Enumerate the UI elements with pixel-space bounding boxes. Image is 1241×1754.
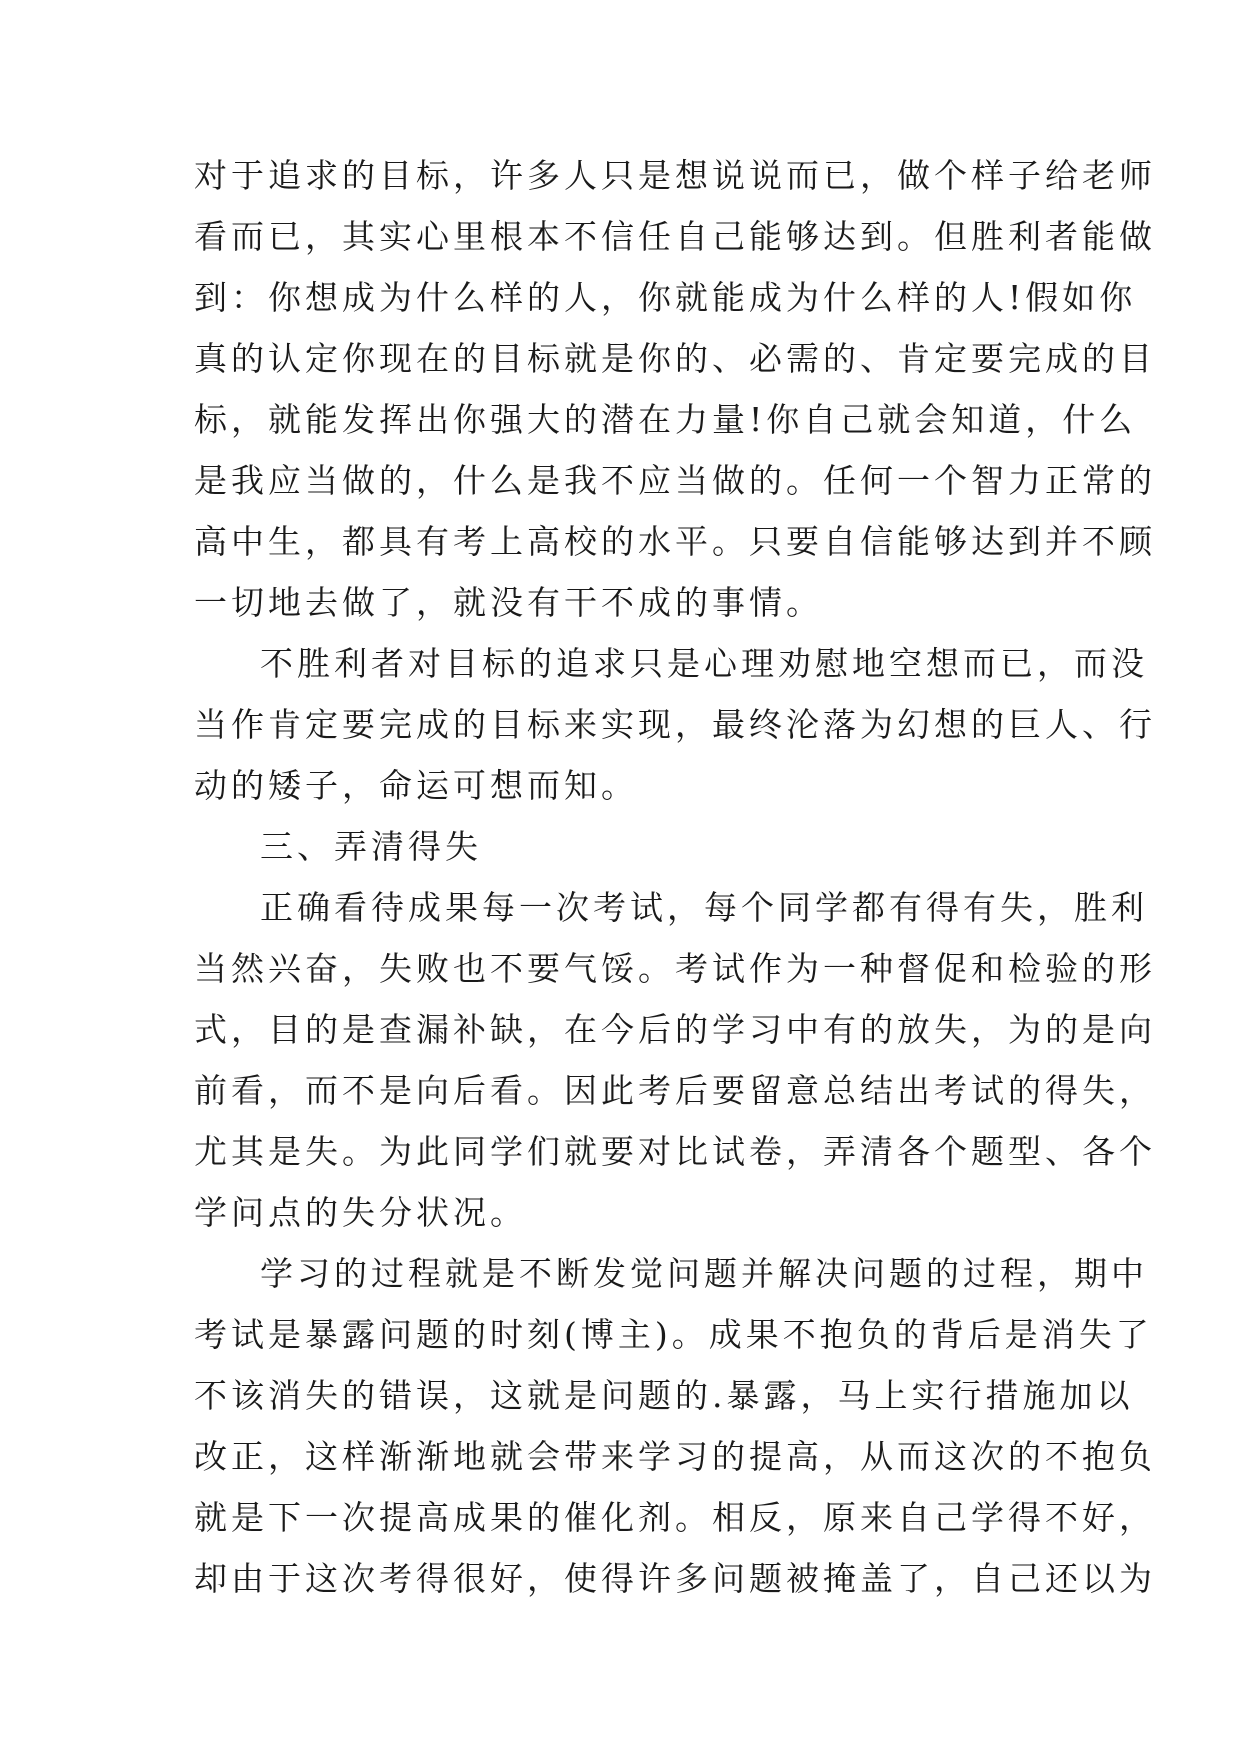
section-heading: 三、弄清得失 [260,827,482,866]
text-line: 式，目的是查漏补缺，在今后的学习中有的放失，为的是向 [194,1010,1156,1049]
text-line: 一切地去做了，就没有干不成的事情。 [194,583,823,622]
text-line: 动的矮子，命运可想而知。 [194,766,638,805]
text-line: 高中生，都具有考上高校的水平。只要自信能够达到并不顾 [194,522,1156,561]
text-line: 真的认定你现在的目标就是你的、必需的、肯定要完成的目 [194,339,1156,378]
text-line: 却由于这次考得很好，使得许多问题被掩盖了，自己还以为 [194,1559,1156,1598]
text-line: 看而已，其实心里根本不信任自己能够达到。但胜利者能做 [194,217,1156,256]
text-line: 学问点的失分状况。 [194,1193,527,1232]
text-line: 是我应当做的，什么是我不应当做的。任何一个智力正常的 [194,461,1156,500]
text-line: 考试是暴露问题的时刻(博主)。成果不抱负的背后是消失了 [194,1315,1153,1354]
text-line: 尤其是失。为此同学们就要对比试卷，弄清各个题型、各个 [194,1132,1156,1171]
text-line: 对于追求的目标，许多人只是想说说而已，做个样子给老师 [194,156,1156,195]
text-line: 当作肯定要完成的目标来实现，最终沦落为幻想的巨人、行 [194,705,1156,744]
text-line: 到：你想成为什么样的人，你就能成为什么样的人!假如你 [194,278,1137,317]
text-line: 不该消失的错误，这就是问题的.暴露，马上实行措施加以 [194,1376,1134,1415]
text-line: 前看，而不是向后看。因此考后要留意总结出考试的得失， [194,1071,1156,1110]
paragraph-first-line: 正确看待成果每一次考试，每个同学都有得有失，胜利 [260,888,1148,927]
text-line: 改正，这样渐渐地就会带来学习的提高，从而这次的不抱负 [194,1437,1156,1476]
text-line: 就是下一次提高成果的催化剂。相反，原来自己学得不好， [194,1498,1156,1537]
document-body [194,145,1156,1609]
text-line: 标，就能发挥出你强大的潜在力量!你自己就会知道，什么 [194,400,1137,439]
paragraph-first-line: 学习的过程就是不断发觉问题并解决问题的过程，期中 [260,1254,1148,1293]
paragraph-first-line: 不胜利者对目标的追求只是心理劝慰地空想而已，而没 [260,644,1148,683]
text-line: 当然兴奋，失败也不要气馁。考试作为一种督促和检验的形 [194,949,1156,988]
